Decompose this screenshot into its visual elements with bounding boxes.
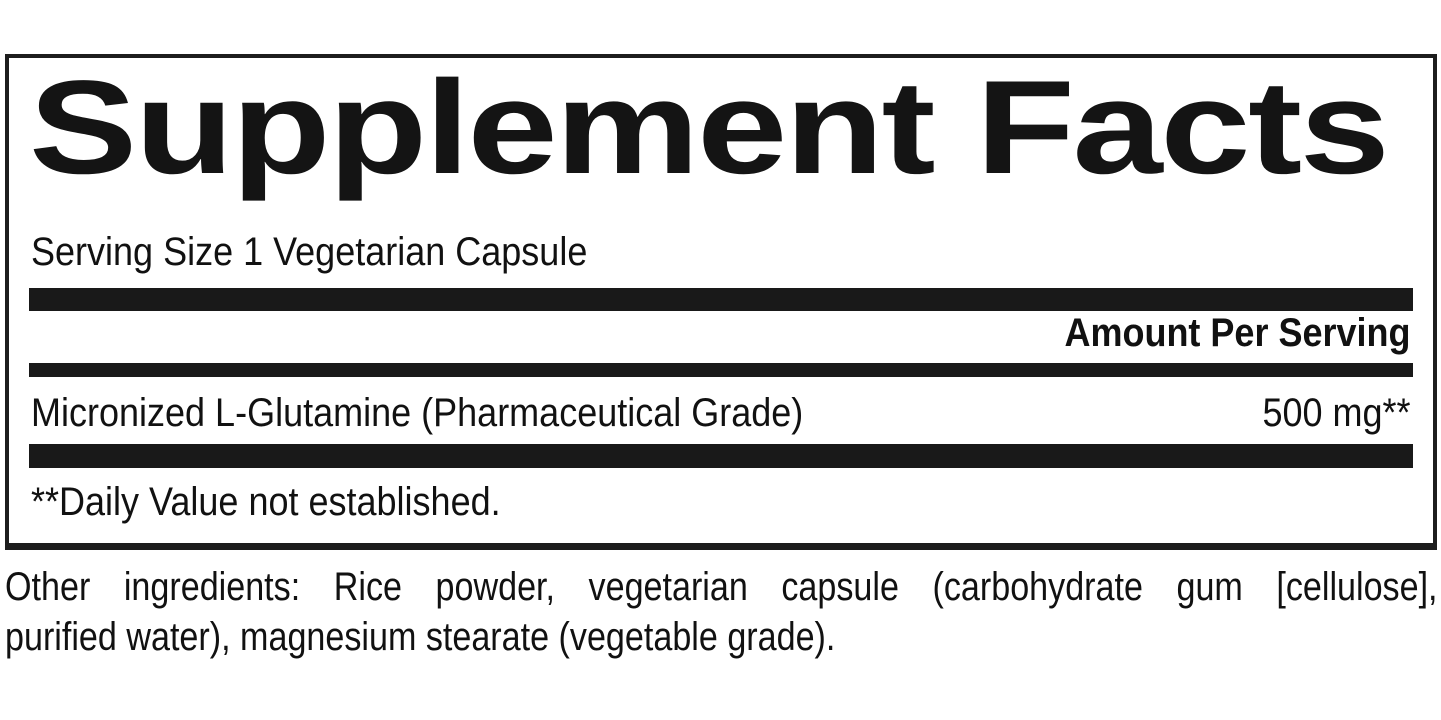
other-ingredients-line2: purified water), magnesium stearate (vegetable grade). [5, 615, 836, 659]
supplement-facts-panel [5, 54, 1437, 550]
serving-size-text: Serving Size 1 Vegetarian Capsule [31, 230, 588, 274]
other-ingredients-line1: Other ingredients: Rice powder, vegetarian capsule (carbohydrate gum [cellulose], [5, 565, 1438, 609]
daily-value-footnote: **Daily Value not established. [31, 480, 501, 524]
separator-bar-medium [29, 363, 1413, 377]
other-ingredients-paragraph [5, 562, 1438, 662]
supplement-facts-title: Supplement Facts [29, 54, 1388, 202]
amount-per-serving-header: Amount Per Serving [1064, 311, 1411, 355]
nutrient-amount: 500 mg** [1262, 391, 1411, 435]
nutrient-name: Micronized L-Glutamine (Pharmaceutical Grade) [31, 391, 804, 435]
separator-bar-thick-top [29, 288, 1413, 311]
separator-bar-thick-bottom [29, 444, 1413, 468]
